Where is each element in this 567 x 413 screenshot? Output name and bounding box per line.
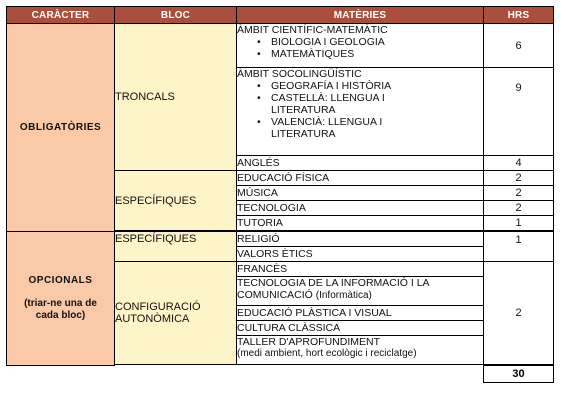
subject-ambit-cientific bbox=[237, 24, 484, 68]
header-hrs: HRS bbox=[484, 7, 554, 24]
subject-angles: ANGLÉS bbox=[237, 156, 484, 171]
caracter-obligatories bbox=[7, 24, 115, 232]
list-item: • CASTELLÀ: LLENGUA I LITERATURA bbox=[257, 92, 385, 116]
bloc-especifiques-obligatories bbox=[115, 171, 237, 231]
subject-tutoria: TUTORIA bbox=[237, 216, 484, 231]
hrs-angles: 4 bbox=[484, 156, 554, 171]
subject-educacio-fisica: EDUCACIÓ FÍSICA bbox=[237, 171, 484, 186]
hrs-configuracio: 2 bbox=[484, 262, 554, 365]
header-materies: MATÈRIES bbox=[237, 7, 484, 24]
subject-tic: TECNOLOGIA DE LA INFORMACIÓ I LA COMUNICACIÓ (Informàtica) bbox=[237, 277, 484, 306]
caracter-opcionals-note: (triar-ne una de cada bloc) bbox=[24, 298, 97, 321]
caracter-obligatories-label: OBLIGATÒRIES bbox=[19, 122, 102, 133]
ambit-cientific-title: ÀMBIT CIENTÍFIC-MATEMÀTIC bbox=[237, 24, 388, 36]
hrs-tutoria: 1 bbox=[484, 216, 554, 231]
list-item: • GEOGRAFÍA I HISTÒRIA bbox=[257, 80, 392, 92]
hrs-especifiques-opcionals: 1 bbox=[484, 232, 554, 262]
bullet-icon: • bbox=[257, 92, 261, 104]
bullet-icon: • bbox=[257, 116, 261, 128]
subject-tecnologia: TECNOLOGIA bbox=[237, 201, 484, 216]
bullet-icon: • bbox=[257, 36, 261, 48]
header-bloc: BLOC bbox=[115, 7, 237, 24]
table-row bbox=[7, 24, 554, 68]
bloc-configuracio-label-1: CONFIGURACIÓ bbox=[115, 301, 201, 313]
hrs-musica: 2 bbox=[484, 186, 554, 201]
hrs-educacio-fisica: 2 bbox=[484, 171, 554, 186]
bloc-especifiques-opcionals bbox=[115, 232, 237, 262]
list-item: • VALENCIÀ: LLENGUA I LITERATURA bbox=[257, 116, 383, 140]
total-row bbox=[7, 366, 554, 383]
caracter-opcionals bbox=[7, 232, 115, 366]
subject-musica: MÚSICA bbox=[237, 186, 484, 201]
total-hrs: 30 bbox=[484, 366, 554, 383]
subject-frances: FRANCÈS bbox=[237, 262, 484, 277]
bloc-especifiques-label: ESPECÍFIQUES bbox=[115, 194, 197, 207]
header-row bbox=[7, 7, 554, 24]
hrs-tecnologia: 2 bbox=[484, 201, 554, 216]
bloc-configuracio-autonomica bbox=[115, 262, 237, 365]
subject-plastica: EDUCACIÓ PLÀSTICA I VISUAL bbox=[237, 306, 484, 321]
subject-valors-etics: VALORS ÈTICS bbox=[237, 247, 484, 262]
header-caracter: CARÀCTER bbox=[7, 7, 115, 24]
bloc-troncals-label: TRONCALS bbox=[115, 91, 175, 103]
subject-ambit-socolinguistic bbox=[237, 68, 484, 156]
ambit-socolinguistic-title: ÀMBIT SOCOLINGÜÍSTIC bbox=[237, 68, 362, 80]
subject-cultura-classica: CULTURA CLÀSSICA bbox=[237, 321, 484, 336]
ambit-socolinguistic-list bbox=[237, 80, 483, 140]
bloc-troncals bbox=[115, 24, 237, 171]
list-item: • BIOLOGIA I GEOLOGIA bbox=[257, 36, 385, 48]
hrs-cientific: 6 bbox=[484, 24, 554, 68]
bullet-icon: • bbox=[257, 48, 261, 60]
ambit-cientific-list bbox=[237, 36, 483, 60]
bloc-configuracio-label-2: AUTONÒMICA bbox=[115, 313, 190, 325]
hrs-socolinguistic: 9 bbox=[484, 68, 554, 156]
bloc-especifiques-opcionals-label: ESPECÍFIQUES bbox=[115, 233, 197, 245]
table-row bbox=[7, 232, 554, 247]
caracter-opcionals-label: OPCIONALS bbox=[28, 275, 93, 286]
subject-religio: RELIGIÓ bbox=[237, 232, 484, 247]
bullet-icon: • bbox=[257, 80, 261, 92]
curriculum-table bbox=[6, 6, 554, 383]
list-item: • MATEMÀTIQUES bbox=[257, 48, 355, 60]
subject-taller: TALLER D'APROFUNDIMENT (medi ambient, hort ecològic i reciclatge) bbox=[237, 336, 484, 365]
